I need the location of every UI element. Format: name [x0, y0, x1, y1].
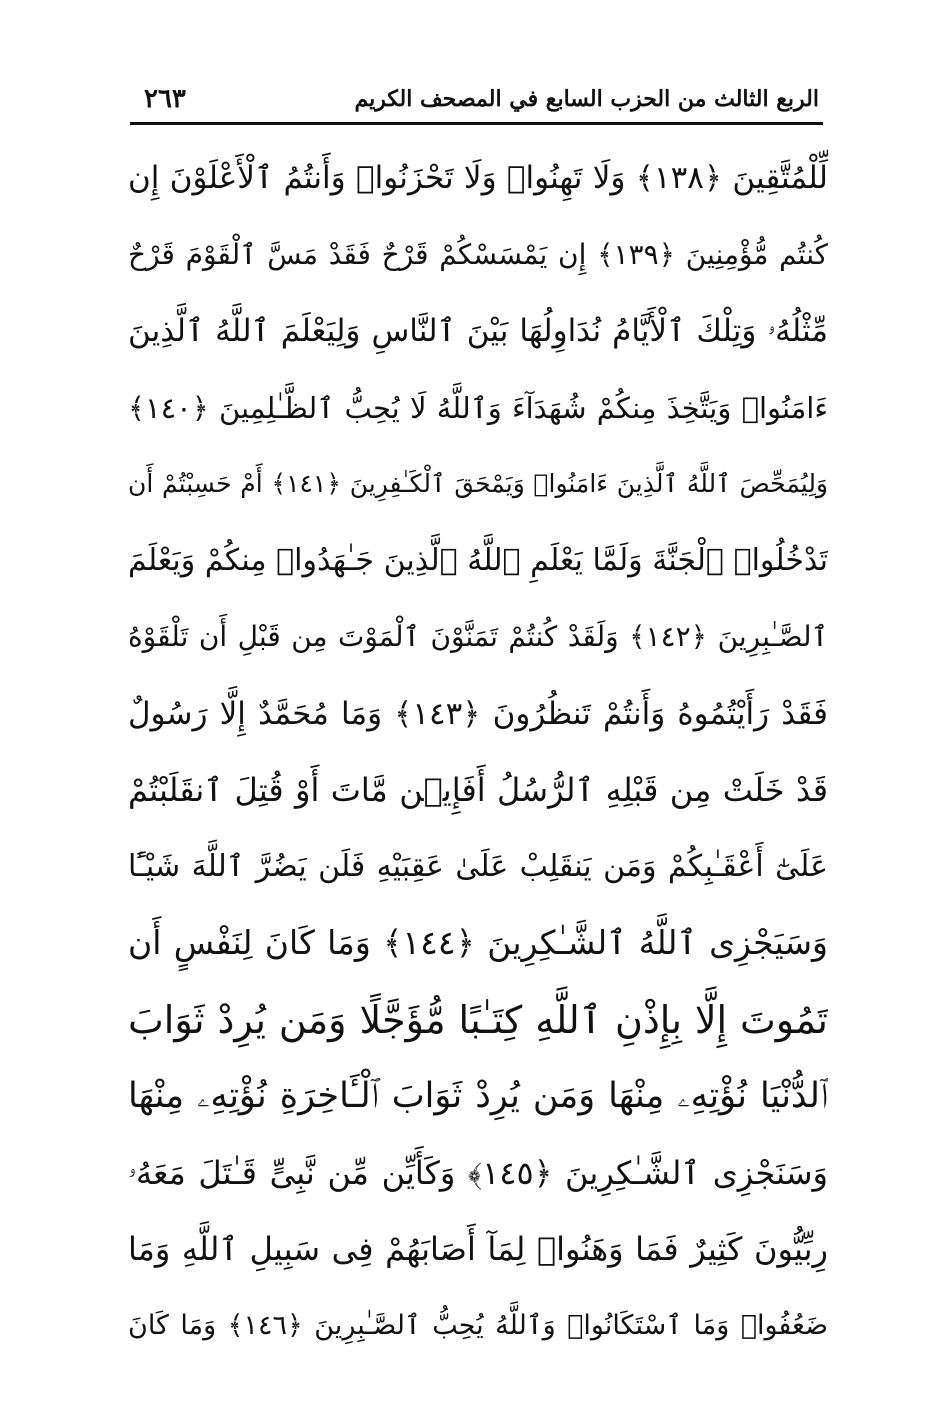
text-line: وَسَنَجْزِى ٱلشَّـٰكِرِينَ ﴿١٤٥﴾ وَكَأَيِّن مِّن نَّبِىٍّ قَـٰتَلَ مَعَهُۥ — [128, 1153, 828, 1192]
text-line: لِّلْمُتَّقِينَ ﴿١٣٨﴾ وَلَا تَهِنُوا۟ وَلَا تَحْزَنُوا۟ وَأَنتُمُ ٱلْأَعْلَوْنَ إِن — [128, 160, 828, 196]
text-line: ٱلصَّـٰبِرِينَ ﴿١٤٢﴾ وَلَقَدْ كُنتُمْ تَمَنَّوْنَ ٱلْمَوْتَ مِن قَبْلِ أَن تَلْقَوْهُ — [128, 620, 828, 653]
text-line: مِّثْلُهُۥ وَتِلْكَ ٱلْأَيَّامُ نُدَاوِلُهَا بَيْنَ ٱلنَّاسِ وَلِيَعْلَمَ ٱللَّهُ ٱلَّذِينَ — [128, 313, 828, 349]
text-line: تَمُوتَ إِلَّا بِإِذْنِ ٱللَّهِ كِتَـٰبًا مُّؤَجَّلًا وَمَن يُرِدْ ثَوَابَ — [128, 997, 828, 1042]
text-line: وَلِيُمَحِّصَ ٱللَّهُ ٱلَّذِينَ ءَامَنُوا۟ وَيَمْحَقَ ٱلْكَـٰفِرِينَ ﴿١٤١﴾ أَمْ حَسِبْتُمْ أَن — [128, 469, 828, 498]
text-line: كُنتُم مُّؤْمِنِينَ ﴿١٣٩﴾ إِن يَمْسَسْكُمْ قَرْحٌ فَقَدْ مَسَّ ٱلْقَوْمَ قَرْحٌ — [128, 237, 828, 271]
header-divider — [130, 122, 823, 125]
text-line: قَدْ خَلَتْ مِن قَبْلِهِ ٱلرُّسُلُ أَفَإِي۟ن مَّاتَ أَوْ قُتِلَ ٱنقَلَبْتُمْ — [128, 771, 828, 809]
text-line: رِبِّيُّونَ كَثِيرٌ فَمَا وَهَنُوا۟ لِمَآ أَصَابَهُمْ فِى سَبِيلِ ٱللَّهِ وَمَا — [128, 1230, 828, 1268]
text-line: تَدْخُلُوا۟ ٱلْجَنَّةَ وَلَمَّا يَعْلَمِ ٱللَّهُ ٱلَّذِينَ جَـٰهَدُوا۟ مِنكُمْ وَيَعْلَمَ — [128, 542, 828, 578]
text-line: ءَامَنُوا۟ وَيَتَّخِذَ مِنكُمْ شُهَدَآءَ وَٱللَّهُ لَا يُحِبُّ ٱلظَّـٰلِمِينَ ﴿١٤٠﴾ — [128, 390, 828, 425]
text-line: ضَعُفُوا۟ وَمَا ٱسْتَكَانُوا۟ وَٱللَّهُ يُحِبُّ ٱلصَّـٰبِرِينَ ﴿١٤٦﴾ وَمَا كَانَ — [128, 1309, 828, 1341]
header-title: الربع الثالث من الحزب السابع في المصحف الكريم — [354, 86, 819, 112]
text-line: ٱلدُّنْيَا نُؤْتِهِۦ مِنْهَا وَمَن يُرِدْ ثَوَابَ ٱلْـَٔاخِرَةِ نُؤْتِهِۦ مِنْهَا — [128, 1076, 828, 1116]
page-header — [130, 84, 823, 120]
text-line: عَلَىٰٓ أَعْقَـٰبِكُمْ وَمَن يَنقَلِبْ عَلَىٰ عَقِبَيْهِ فَلَن يَضُرَّ ٱللَّهَ شَيْـًٔا — [128, 848, 828, 884]
page-number: ٢٦٣ — [144, 84, 186, 114]
quran-text-block — [128, 140, 828, 1364]
text-line: فَقَدْ رَأَيْتُمُوهُ وَأَنتُمْ تَنظُرُونَ ﴿١٤٣﴾ وَمَا مُحَمَّدٌ إِلَّا رَسُولٌ — [128, 695, 828, 732]
text-line: وَسَيَجْزِى ٱللَّهُ ٱلشَّـٰكِرِينَ ﴿١٤٤﴾ وَمَا كَانَ لِنَفْسٍ أَن — [128, 923, 828, 962]
